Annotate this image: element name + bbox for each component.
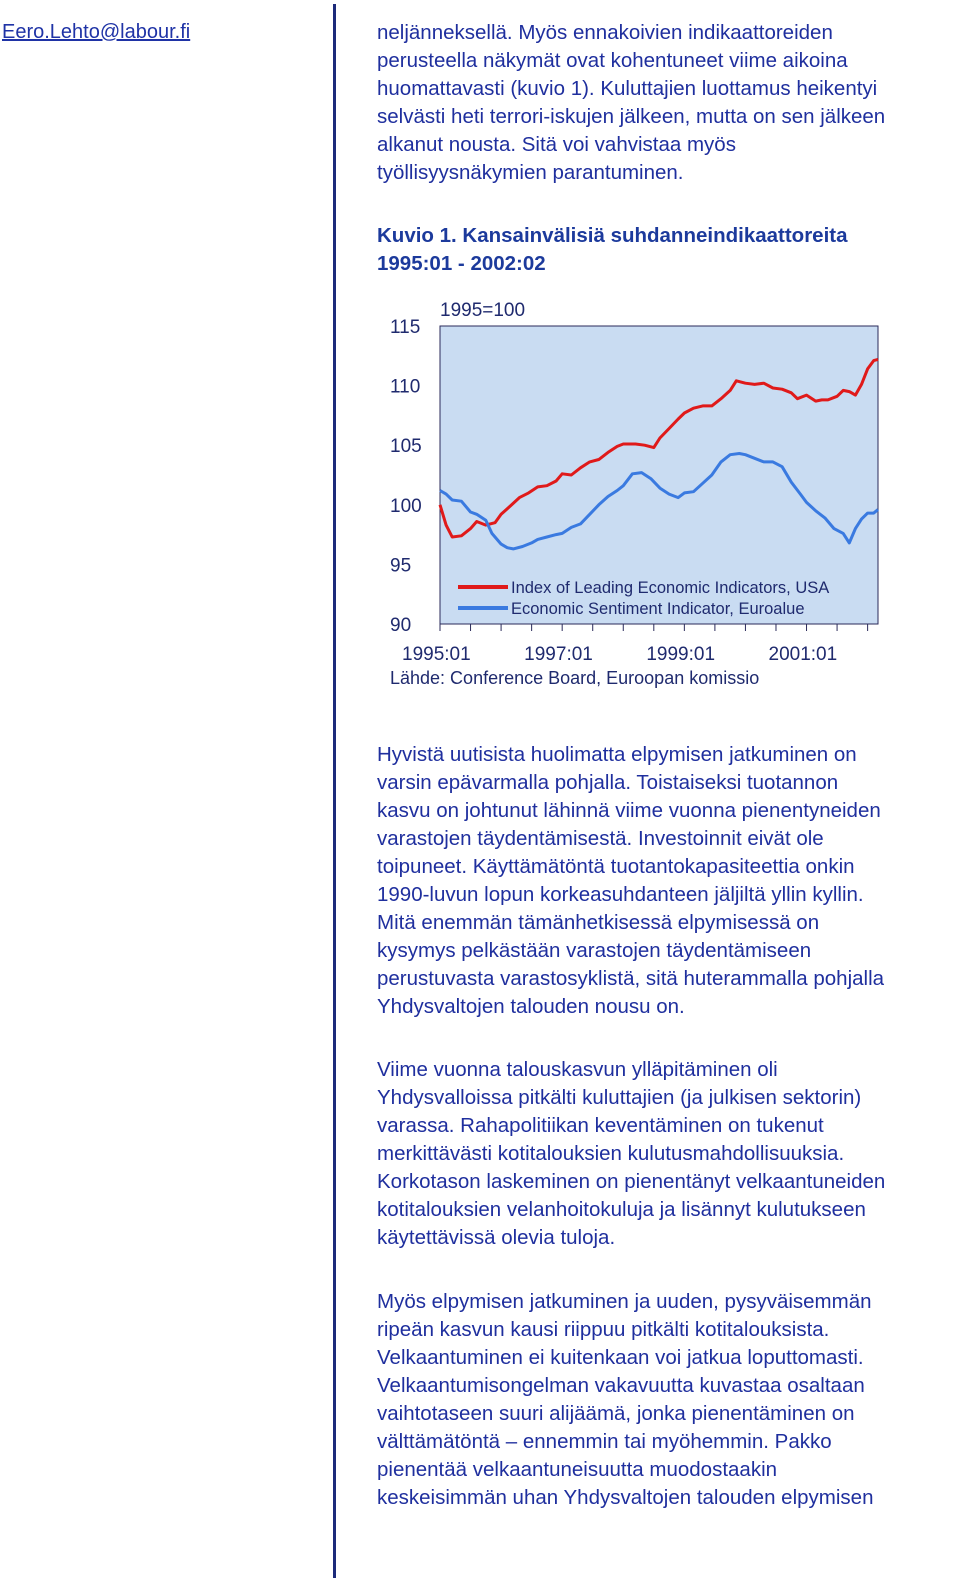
figure-caption-line2: 1995:01 - 2002:02 [377,252,546,275]
y-tick-label: 100 [390,495,422,517]
y-tick-label: 110 [390,376,421,398]
y-tick-label: 95 [390,555,412,577]
y-tick-label: 90 [390,615,412,636]
legend-label-usa: Index of Leading Economic Indicators, USA [511,579,830,597]
x-tick-label: 1997:01 [524,644,593,665]
chart-svg [380,296,900,696]
paragraph-3-block [377,1288,960,1512]
paragraph-2: Viime vuonna talouskasvun ylläpitäminen oli Yhdysvalloissa pitkälti kuluttajien (ja julkisen sektorin) varassa. Rahapolitiikan keventäminen on tukenut merkittävästi kotitalouksien kulutusmahdollisuuksia. Korkotason laskeminen on pienentänyt velkaantuneiden kotitalouksien velanhoitokuluja ja lisännyt kulutukseen käytettävissä olevia tuloja. [377,1058,886,1249]
y-tick-label: 115 [390,317,421,338]
paragraph-1-block [377,741,960,1021]
author-email-link[interactable]: Eero.Lehto@labour.fi [2,21,191,43]
x-tick-label: 1995:01 [402,644,471,665]
chart-title: 1995=100 [440,300,526,321]
intro-paragraph-block [377,19,960,187]
chart-source: Lähde: Conference Board, Euroopan komissio [390,668,760,688]
paragraph-2-block [377,1056,960,1252]
legend-label-euro: Economic Sentiment Indicator, Euroalue [511,600,805,618]
vertical-divider [333,4,336,1578]
intro-paragraph: neljänneksellä. Myös ennakoivien indikaattoreiden perusteella näkymät ovat kohentuneet viime aikoina huomattavasti (kuvio 1). Kuluttajien luottamus heikentyi selvästi heti terrori-iskujen jälkeen, mutta on sen jälkeen alkanut nousta. Sitä voi vahvistaa myös työllisyysnäkymien parantuminen. [377,21,886,184]
figure-caption-line1: Kuvio 1. Kansainvälisiä suhdanneindikaattoreita [377,224,848,247]
paragraph-3: Myös elpymisen jatkuminen ja uuden, pysyväisemmän ripeän kasvun kausi riippuu pitkälti kotitalouksista. Velkaantuminen ei kuitenkaan voi jatkua loputtomasti. Velkaantumisongelman vakavuutta kuvastaa osaltaan vaihtotaseen suuri alijäämä, jonka pienentäminen on välttämätöntä – ennemmin tai myöhemmin. Pakko pienentää velkaantuneisuutta muodostaakin keskeisimmän uhan Yhdysvaltojen talouden elpymisen [377,1290,874,1509]
y-tick-label: 105 [390,436,422,458]
y-axis-ticks [390,317,422,636]
figure-caption [377,222,960,278]
x-axis-ticks [402,624,868,665]
x-tick-label: 2001:01 [768,644,838,665]
indicator-chart [380,296,900,696]
paragraph-1: Hyvistä uutisista huolimatta elpymisen jatkuminen on varsin epävarmalla pohjalla. Toistaiseksi tuotannon kasvu on johtunut lähinnä viime vuonna pienentyneiden varastojen täydentämisestä. Investoinnit eivät ole toipuneet. Käyttämätöntä tuotantokapasiteettia onkin 1990-luvun lopun korkeasuhdanteen jäljiltä yllin kyllin. Mitä enemmän tämänhetkisessä elpymisessä on kysymys pelkästään varastojen täydentämiseen perustuvasta varastosyklistä, sitä huterammalla pohjalla Yhdysvaltojen talouden nousu on. [377,743,885,1018]
x-tick-label: 1999:01 [646,644,716,665]
